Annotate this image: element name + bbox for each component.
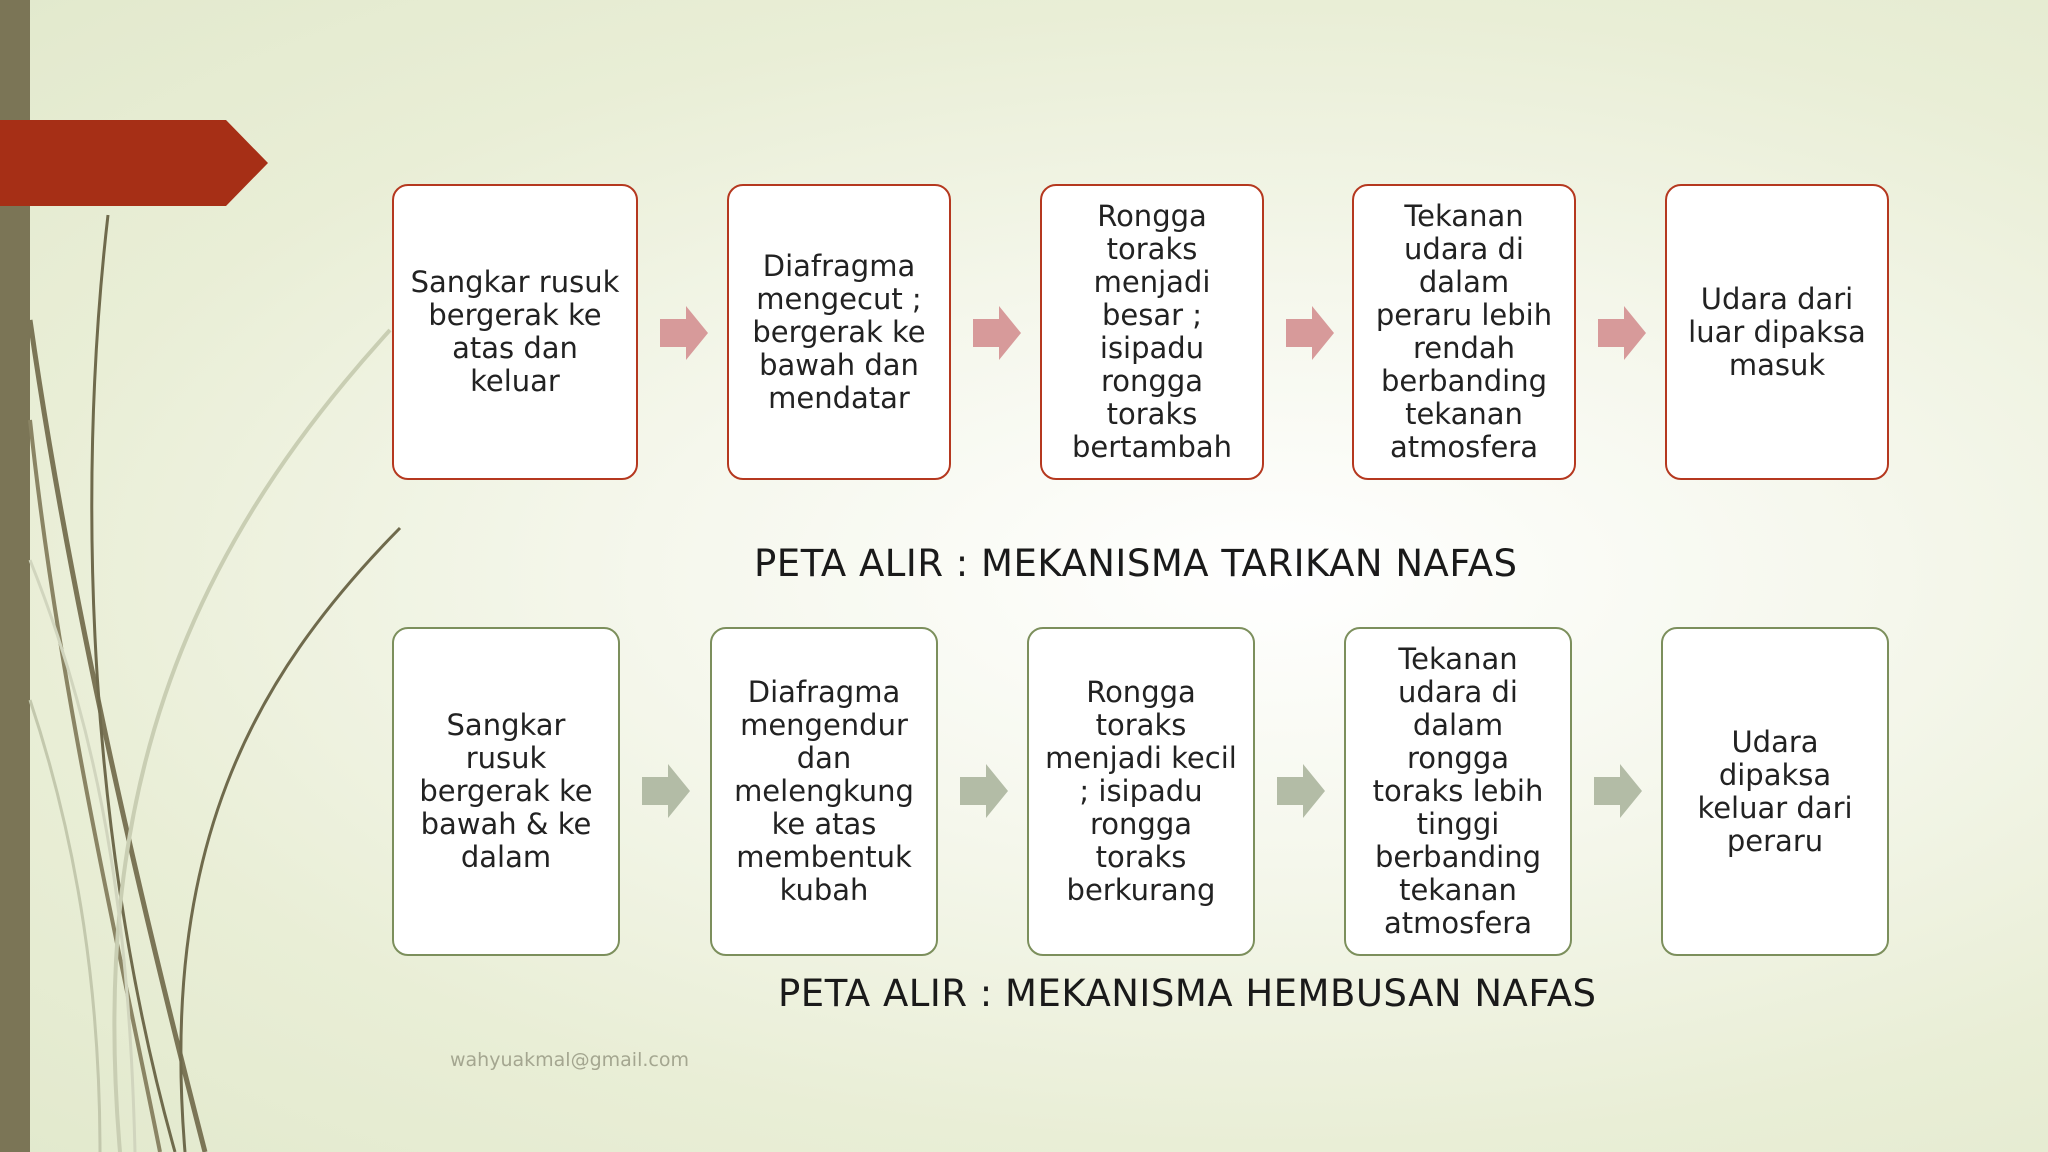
inhale-step-4-text: Tekanan udara di dalam peraru lebih rendah berbanding tekanan atmosfera (1375, 199, 1553, 464)
inhale-step-4 (1352, 184, 1576, 480)
accent-tab (0, 120, 270, 206)
exhale-step-2-text: Diafragma mengendur dan melengkung ke atas membentuk kubah (734, 675, 914, 907)
arrow-right-icon (642, 764, 690, 818)
inhale-step-2 (727, 184, 951, 480)
exhale-step-5 (1661, 627, 1889, 956)
inhale-step-3 (1040, 184, 1264, 480)
exhale-step-5-text: Udara dipaksa keluar dari peraru (1697, 724, 1853, 858)
arrow-right-icon (1277, 764, 1325, 818)
arrow-right-icon (660, 306, 708, 360)
arrow-right-icon (1598, 306, 1646, 360)
inhale-step-1-text: Sangkar rusuk bergerak ke atas dan keluar (410, 265, 620, 398)
arrow-right-icon (960, 764, 1008, 818)
exhale-step-3-text: Rongga toraks menjadi kecil ; isipadu rongga toraks berkurang (1045, 675, 1237, 907)
inhale-step-5-text: Udara dari luar dipaksa masuk (1688, 281, 1866, 382)
exhale-step-4 (1344, 627, 1572, 956)
inhale-step-1 (392, 184, 638, 480)
exhale-step-1 (392, 627, 620, 956)
exhale-step-4-text: Tekanan udara di dalam rongga toraks lebih tinggi berbanding tekanan atmosfera (1372, 642, 1544, 940)
inhale-step-5 (1665, 184, 1889, 480)
arrow-right-icon (973, 306, 1021, 360)
exhale-step-2 (710, 627, 938, 956)
exhale-step-1-text: Sangkar rusuk bergerak ke bawah & ke dalam (419, 708, 593, 874)
exhale-step-3 (1027, 627, 1255, 956)
exhale-flow-title: PETA ALIR : MEKANISMA HEMBUSAN NAFAS (778, 972, 1597, 1015)
arrow-right-icon (1594, 764, 1642, 818)
inhale-step-3-text: Rongga toraks menjadi besar ; isipadu rongga toraks bertambah (1071, 199, 1233, 464)
inhale-step-2-text: Diafragma mengecut ; bergerak ke bawah dan mendatar (752, 248, 926, 415)
author-email: wahyuakmal@gmail.com (450, 1049, 689, 1071)
inhale-flow-title: PETA ALIR : MEKANISMA TARIKAN NAFAS (754, 542, 1518, 585)
arrow-right-icon (1286, 306, 1334, 360)
